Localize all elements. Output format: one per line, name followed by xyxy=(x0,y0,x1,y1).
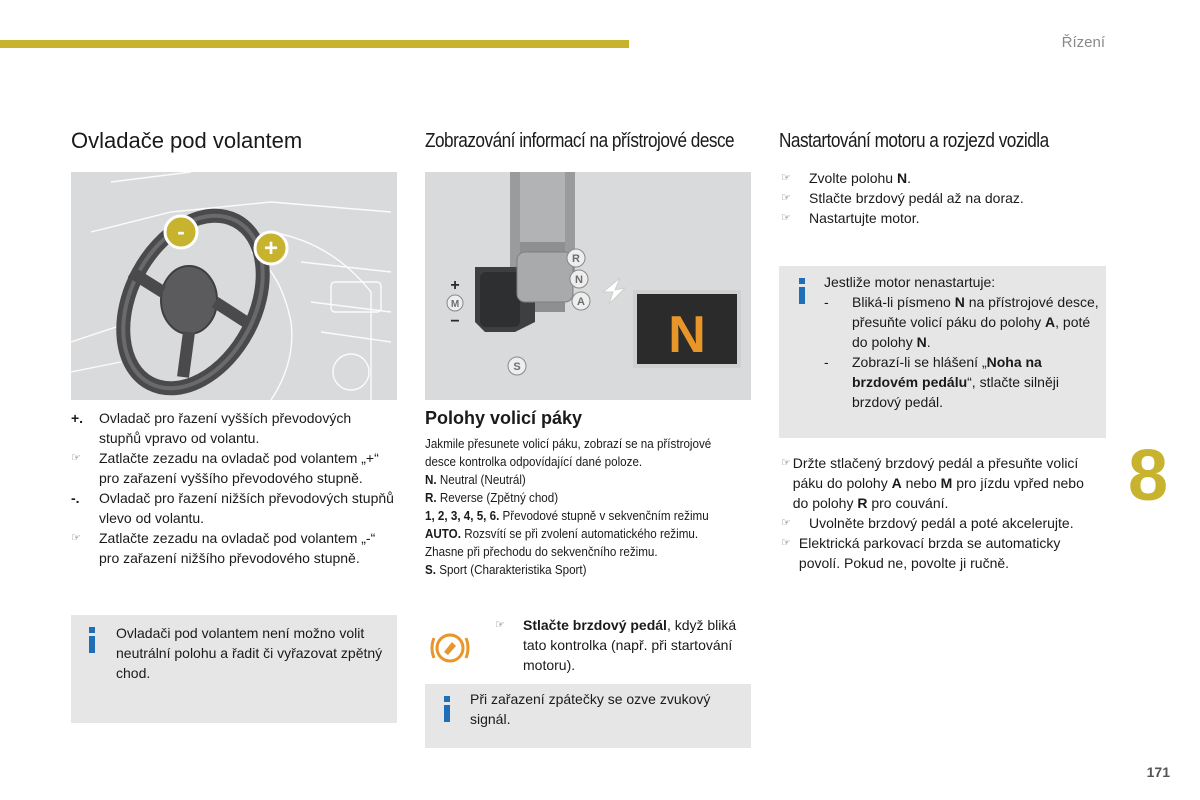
gear-selector-drawing xyxy=(425,172,751,400)
position-row xyxy=(425,489,732,507)
hand-pointer-icon: ☞ xyxy=(71,532,81,544)
page-number: 171 xyxy=(1146,764,1170,780)
position-text: Sport (Charakteristika Sport) xyxy=(435,563,587,577)
list-item: ☞ Zvolte polohu N. xyxy=(781,170,911,186)
col2-title: Zobrazování informací na přístrojové desce xyxy=(425,130,735,152)
steering-wheel-drawing xyxy=(71,172,397,400)
positions-intro: Jakmile přesunete volicí páku, zobrazí se na přístrojové desce kontrolka odpovídající dané poloze. xyxy=(425,437,712,469)
list-item xyxy=(71,488,397,528)
item-text: Ovladač pro řazení vyšších převodových stupňů vpravo od volantu. xyxy=(99,410,352,446)
chapter-number: 8 xyxy=(1128,436,1169,516)
info-intro: Jestliže motor nenastartuje: xyxy=(824,274,996,290)
info-icon xyxy=(87,627,97,655)
list-item: ☞ Uvolněte brzdový pedál a poté akcelerujte. xyxy=(781,515,1074,531)
col2-subtitle: Polohy volicí páky xyxy=(425,408,583,428)
gate-minus-label: − xyxy=(450,313,460,330)
list-item: ☞ Elektrická parkovací brzda se automaticky povolí. Pokud ne, povolte ji ručně. xyxy=(781,535,1061,571)
display-gear-letter: N xyxy=(668,306,706,364)
paddle-plus-label: + xyxy=(263,235,279,262)
hand-pointer-icon: ☞ xyxy=(781,172,791,184)
position-row xyxy=(425,525,732,561)
gate-plus-label: + xyxy=(450,277,460,294)
hand-pointer-icon: ☞ xyxy=(495,619,505,631)
item-label: +. xyxy=(71,410,84,426)
position-key: S. xyxy=(425,563,436,577)
section-name: Řízení xyxy=(1061,34,1105,51)
brake-rest-text: , když bliká tato kontrolka (např. při startování motoru). xyxy=(523,617,737,673)
position-text: Převodové stupně v sekvenčním režimu xyxy=(499,509,709,523)
position-key: N. xyxy=(425,473,437,487)
col1-list xyxy=(71,408,397,568)
position-text: Reverse (Zpětný chod) xyxy=(436,491,559,505)
position-key: AUTO. xyxy=(425,527,461,541)
gate-letter-s: S xyxy=(513,361,521,373)
hand-pointer-icon: ☞ xyxy=(71,452,81,464)
info-item: - Bliká-li písmeno N na přístrojové desce, přesuňte volicí páku do polohy A, poté do polohy N. xyxy=(824,294,1099,350)
steering-wheel-illustration xyxy=(71,172,397,400)
col3-info-box xyxy=(779,266,1106,438)
position-key: R. xyxy=(425,491,437,505)
position-key: 1, 2, 3, 4, 5, 6. xyxy=(425,509,500,523)
gear-selector-illustration xyxy=(425,172,751,400)
hand-pointer-icon: ☞ xyxy=(781,212,791,224)
position-row xyxy=(425,471,732,489)
brake-instruction xyxy=(495,615,745,675)
gate-letter-a: A xyxy=(577,296,585,308)
header-accent-bar xyxy=(0,40,629,48)
brake-bold-text: Stlačte brzdový pedál xyxy=(523,617,667,633)
info-text: Při zařazení zpátečky se ozve zvukový signál. xyxy=(470,691,711,727)
item-label: -. xyxy=(71,490,80,506)
position-row xyxy=(425,561,732,579)
list-item xyxy=(71,408,397,448)
list-item xyxy=(71,448,397,488)
item-text: Zatlačte zezadu na ovladač pod volantem „-“ pro zařazení nižšího převodového stupně. xyxy=(99,530,376,566)
info-icon xyxy=(797,278,807,306)
gate-m-label: M xyxy=(450,299,460,310)
position-row xyxy=(425,507,732,525)
gate-letter-n: N xyxy=(575,274,583,286)
hand-pointer-icon: ☞ xyxy=(781,192,791,204)
col2-info-box xyxy=(425,684,751,748)
info-text xyxy=(824,272,1099,412)
item-text: Ovladač pro řazení nižších převodových stupňů vlevo od volantu. xyxy=(99,490,394,526)
list-item xyxy=(71,528,397,568)
col3-title: Nastartování motoru a rozjezd vozidla xyxy=(779,130,1049,152)
list-item: ☞ Držte stlačený brzdový pedál a přesuňte volicí páku do polohy A nebo M pro jízdu vpřed nebo do polohy R pro couvání. xyxy=(781,455,1084,511)
info-text: Ovladači pod volantem není možno volit neutrální polohu a řadit či vyřazovat zpětný chod. xyxy=(116,625,383,681)
col3-steps xyxy=(781,168,1101,228)
col3-after-steps xyxy=(781,453,1103,573)
list-item: ☞ Stlačte brzdový pedál až na doraz. xyxy=(781,190,1024,206)
col1-info-box xyxy=(71,615,397,723)
position-text: Rozsvítí se při zvolení automatického režimu. Zhasne při přechodu do sekvenčního režimu. xyxy=(425,527,699,559)
brake-pedal-warning-icon xyxy=(430,628,470,668)
col2-positions xyxy=(425,435,732,579)
col1-title: Ovladače pod volantem xyxy=(71,128,303,153)
hand-pointer-icon: ☞ xyxy=(781,517,791,529)
info-item: - Zobrazí-li se hlášení „Noha na brzdovém pedálu“, stlačte silněji brzdový pedál. xyxy=(824,354,1059,410)
paddle-minus-label: - xyxy=(177,219,185,244)
info-icon xyxy=(442,696,452,724)
hand-pointer-icon: ☞ xyxy=(781,537,791,549)
list-item: ☞ Nastartujte motor. xyxy=(781,210,920,226)
item-text: Zatlačte zezadu na ovladač pod volantem „+“ pro zařazení vyššího převodového stupně. xyxy=(99,450,379,486)
hand-pointer-icon: ☞ xyxy=(781,457,791,469)
position-text: Neutral (Neutrál) xyxy=(436,473,526,487)
gate-letter-r: R xyxy=(572,253,580,265)
